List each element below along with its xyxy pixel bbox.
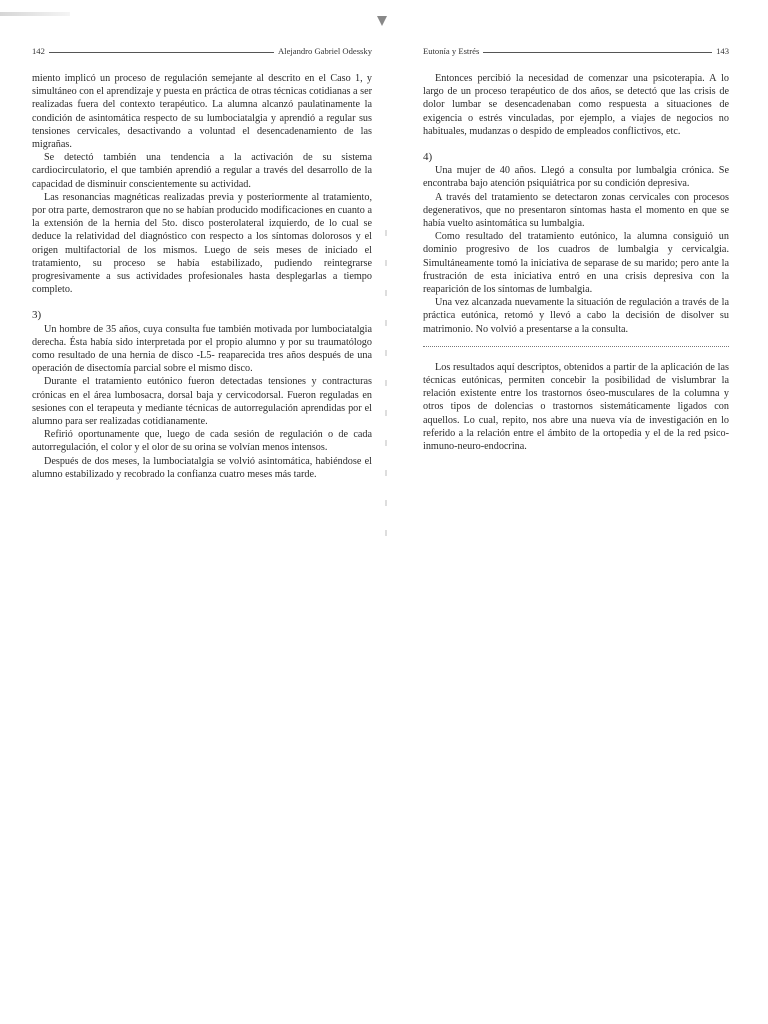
gutter-binding-mark-icon bbox=[375, 14, 389, 28]
paragraph: Refirió oportunamente que, luego de cada sesión de regulación o de cada autorregulación, el color y el olor de su orina se volvían menos intensos. bbox=[32, 429, 372, 454]
paragraph: A través del tratamiento se detectaron zonas cervicales con procesos degenerativos, que no presentaron síntomas hasta el momento en que se había vuelto asintomática su lumbalgia. bbox=[423, 191, 729, 230]
right-body-text bbox=[423, 72, 729, 453]
left-body-text bbox=[32, 72, 372, 481]
paragraph: Se detectó también una tendencia a la activación de su sistema cardiocirculatorio, el que también aprendió a regular a través del desarrollo de la capacidad de disminuir conscientemente su actividad. bbox=[32, 152, 372, 190]
paragraph: Una mujer de 40 años. Llegó a consulta por lumbalgia crónica. Se encontraba bajo atención psiquiátrica por su condición depresiva. bbox=[423, 165, 729, 190]
right-running-head-title: Eutonía y Estrés bbox=[423, 46, 480, 56]
right-page bbox=[423, 44, 729, 453]
conclusion-paragraph: Los resultados aquí descriptos, obtenidos a partir de la aplicación de las técnicas eutónicas, permiten concebir la posibilidad de vislumbrar la relación existente entre los trastornos óseo-musculares de la columna y otros tipos de dolencias o trastornos sistemáticamente ligados con aquellos. Lo cual, repito, nos abre una nueva vía de investigación en lo referido a la relación entre el ámbito de la ortopedia y el de la red psico-inmuno-neuro-endocrina. bbox=[423, 361, 729, 453]
right-running-head bbox=[423, 44, 729, 58]
header-rule bbox=[49, 52, 274, 53]
paragraph: Entonces percibió la necesidad de comenzar una psicoterapia. A lo largo de un proceso terapéutico de dos años, se detectó que las crisis de dolor lumbar se desencadenaban como respuesta a situaciones de exigencia o estrés vinculadas, por ejemplo, a viajes de negocios no habituales, mudanzas o despido de empleados conflictivos, etc. bbox=[423, 73, 729, 137]
dotted-separator bbox=[423, 346, 729, 347]
case-number: 3) bbox=[32, 309, 42, 322]
left-running-head bbox=[32, 44, 372, 58]
paragraph: Un hombre de 35 años, cuya consulta fue también motivada por lumbociatalgia derecha. Ésta había sido interpretada por el propio alumno y por su traumatólogo como resultado de una hernia de disco -L5- reaparecida tres años después de una operación de disectomía parcial sobre el mismo disco. bbox=[32, 323, 372, 375]
paragraph: Durante el tratamiento eutónico fueron detectadas tensiones y contracturas crónicas en el área lumbosacra, dorsal baja y cervicodorsal. Fueron reguladas en sesiones con el terapeuta y mediante técnicas de autorregulación aprendidas por el alumno para ser realizadas cotidianamente. bbox=[32, 376, 372, 428]
left-page bbox=[32, 44, 372, 481]
paragraph: miento implicó un proceso de regulación semejante al descrito en el Caso 1, y simultáneo con el aprendizaje y puesta en práctica de otras técnicas cotidianas a ser realizadas fuera del contexto terapéutico. La alumna alcanzó paulatinamente la condición de asintomática respecto de su lumbociatalgia y aprendió a regular sus tensiones cervicales, desactivando a voluntad el desencadenamiento de las migrañas. bbox=[32, 73, 372, 151]
paragraph: Como resultado del tratamiento eutónico, la alumna consiguió un dominio progresivo de los cuadros de lumbalgia y cervicalgia. Simultáneamente tomó la iniciativa de separase de su marido; pero ante la frustración de esta iniciativa entró en una crisis depresiva con la reaparición de los síntomas de lumbalgia. bbox=[423, 231, 729, 296]
paragraph: Después de dos meses, la lumbociatalgia se volvió asintomática, habiéndose el alumno estabilizado y recobrado la confianza cuatro meses más tarde. bbox=[32, 455, 372, 480]
left-running-head-author: Alejandro Gabriel Odessky bbox=[277, 46, 372, 56]
case-number: 4) bbox=[423, 151, 433, 164]
gutter-shadow bbox=[385, 230, 387, 560]
scan-artifact bbox=[0, 12, 70, 16]
header-rule bbox=[483, 52, 712, 53]
right-page-number: 143 bbox=[716, 46, 729, 56]
paragraph: Una vez alcanzada nuevamente la situación de regulación a través de la práctica eutónica, retomó y llevó a cabo la decisión de disolver su matrimonio. No volvió a presentarse a la consulta. bbox=[423, 297, 729, 335]
paragraph: Las resonancias magnéticas realizadas previa y posteriormente al tratamiento, por otra parte, demostraron que no se habían producido modificaciones en cuanto a la extensión de la hernia del 5to. disco posterolateral izquierdo, de lo cual se deduce la relatividad del diagnóstico con respecto a los síntomas dolorosos y el origen multifactorial de los mismos. Luego de seis meses de iniciado el tratamiento, su proceso se había estabilizado, pudiendo reintegrarse progresivamente a sus actividades profesionales hasta desplegarlas a tiempo completo. bbox=[32, 191, 372, 296]
left-page-number: 142 bbox=[32, 46, 45, 56]
